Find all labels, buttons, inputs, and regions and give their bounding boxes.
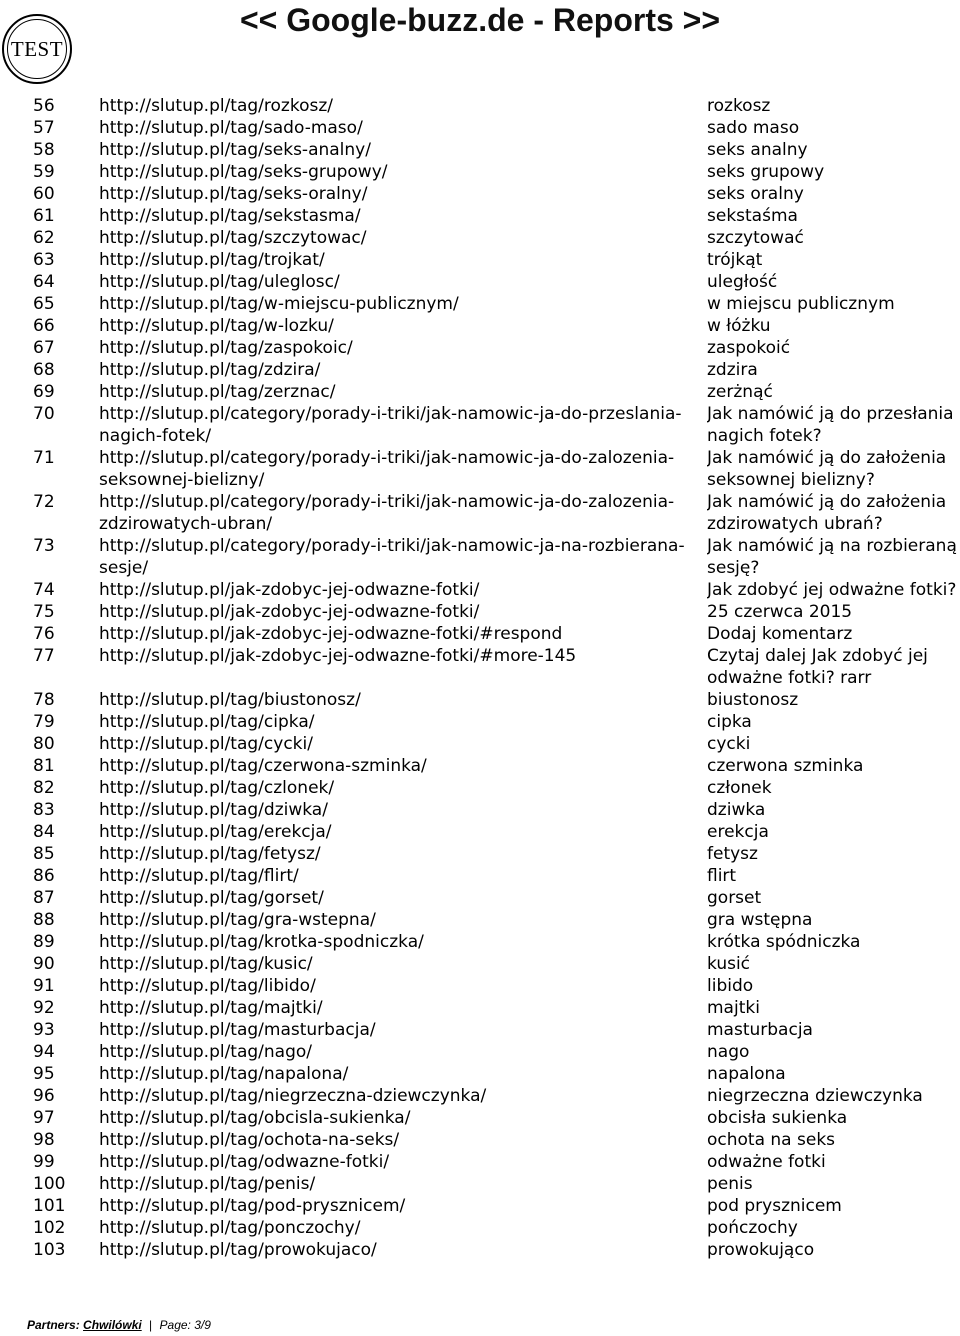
row-number: 103 bbox=[33, 1240, 66, 1260]
page-header bbox=[0, 0, 960, 90]
row-url: http://slutup.pl/tag/czlonek/ bbox=[99, 778, 335, 798]
report-row bbox=[0, 711, 960, 733]
row-label: cipka bbox=[707, 712, 752, 732]
report-row bbox=[0, 821, 960, 843]
report-row bbox=[0, 975, 960, 997]
row-label: seks analny bbox=[707, 140, 808, 160]
report-row bbox=[0, 865, 960, 887]
report-row bbox=[0, 843, 960, 865]
row-url: http://slutup.pl/tag/seks-oralny/ bbox=[99, 184, 368, 204]
row-url: http://slutup.pl/tag/ponczochy/ bbox=[99, 1218, 361, 1238]
partners-label: Partners: bbox=[27, 1318, 80, 1332]
row-number: 76 bbox=[33, 624, 55, 644]
row-label: zdzira bbox=[707, 360, 758, 380]
row-number: 99 bbox=[33, 1152, 55, 1172]
row-url: http://slutup.pl/tag/erekcja/ bbox=[99, 822, 332, 842]
report-row bbox=[0, 1151, 960, 1173]
page-footer bbox=[27, 1318, 211, 1332]
row-number: 98 bbox=[33, 1130, 55, 1150]
row-label: sekstaśma bbox=[707, 206, 798, 226]
row-number: 97 bbox=[33, 1108, 55, 1128]
row-number: 79 bbox=[33, 712, 55, 732]
row-label: cycki bbox=[707, 734, 751, 754]
row-label: Jak namówić ją do założenia zdzirowatych ubrań? bbox=[707, 492, 947, 534]
page-number: Page: 3/9 bbox=[159, 1318, 211, 1332]
row-label: fetysz bbox=[707, 844, 758, 864]
row-number: 102 bbox=[33, 1218, 66, 1238]
row-number: 67 bbox=[33, 338, 55, 358]
row-number: 69 bbox=[33, 382, 55, 402]
row-number: 85 bbox=[33, 844, 55, 864]
row-label: czerwona szminka bbox=[707, 756, 864, 776]
row-number: 68 bbox=[33, 360, 55, 380]
report-row bbox=[0, 1085, 960, 1107]
row-label: 25 czerwca 2015 bbox=[707, 602, 853, 622]
row-url: http://slutup.pl/category/porady-i-triki/jak-namowic-ja-do-zalozenia- zdzirowatych-ubran/ bbox=[99, 492, 675, 534]
row-number: 89 bbox=[33, 932, 55, 952]
row-number: 66 bbox=[33, 316, 55, 336]
row-label: dziwka bbox=[707, 800, 766, 820]
row-label: obcisła sukienka bbox=[707, 1108, 848, 1128]
row-url: http://slutup.pl/tag/ochota-na-seks/ bbox=[99, 1130, 400, 1150]
report-list bbox=[0, 95, 960, 1261]
row-label: kusić bbox=[707, 954, 751, 974]
row-url: http://slutup.pl/tag/prowokujaco/ bbox=[99, 1240, 377, 1260]
row-number: 62 bbox=[33, 228, 55, 248]
row-number: 56 bbox=[33, 96, 55, 116]
row-url: http://slutup.pl/tag/zdzira/ bbox=[99, 360, 321, 380]
report-row bbox=[0, 777, 960, 799]
row-label: Czytaj dalej Jak zdobyć jej odważne fotki? rarr bbox=[707, 646, 928, 688]
row-label: erekcja bbox=[707, 822, 769, 842]
row-number: 75 bbox=[33, 602, 55, 622]
row-url: http://slutup.pl/jak-zdobyc-jej-odwazne-fotki/ bbox=[99, 602, 480, 622]
report-row bbox=[0, 183, 960, 205]
row-label: Jak namówić ją do założenia seksownej bielizny? bbox=[707, 448, 947, 490]
row-label: libido bbox=[707, 976, 754, 996]
row-number: 73 bbox=[33, 536, 55, 556]
partners-link[interactable]: Chwilówki bbox=[83, 1318, 142, 1332]
row-url: http://slutup.pl/tag/w-miejscu-publicznym/ bbox=[99, 294, 459, 314]
row-url: http://slutup.pl/tag/fetysz/ bbox=[99, 844, 321, 864]
report-row bbox=[0, 249, 960, 271]
row-url: http://slutup.pl/tag/czerwona-szminka/ bbox=[99, 756, 427, 776]
row-number: 81 bbox=[33, 756, 55, 776]
row-label: ochota na seks bbox=[707, 1130, 836, 1150]
report-row bbox=[0, 931, 960, 953]
row-label: krótka spódniczka bbox=[707, 932, 861, 952]
row-label: biustonosz bbox=[707, 690, 799, 710]
row-url: http://slutup.pl/tag/zerznac/ bbox=[99, 382, 336, 402]
row-number: 64 bbox=[33, 272, 55, 292]
row-url: http://slutup.pl/tag/seks-grupowy/ bbox=[99, 162, 388, 182]
row-label: flirt bbox=[707, 866, 737, 886]
row-url: http://slutup.pl/tag/flirt/ bbox=[99, 866, 299, 886]
row-number: 61 bbox=[33, 206, 55, 226]
report-row bbox=[0, 271, 960, 293]
row-url: http://slutup.pl/tag/nago/ bbox=[99, 1042, 313, 1062]
row-label: seks grupowy bbox=[707, 162, 825, 182]
row-url: http://slutup.pl/tag/penis/ bbox=[99, 1174, 316, 1194]
report-row bbox=[0, 139, 960, 161]
row-number: 96 bbox=[33, 1086, 55, 1106]
row-label: pończochy bbox=[707, 1218, 798, 1238]
row-number: 93 bbox=[33, 1020, 55, 1040]
report-row bbox=[0, 953, 960, 975]
report-row bbox=[0, 1107, 960, 1129]
row-number: 70 bbox=[33, 404, 55, 424]
row-number: 84 bbox=[33, 822, 55, 842]
row-url: http://slutup.pl/tag/dziwka/ bbox=[99, 800, 328, 820]
row-label: trójkąt bbox=[707, 250, 763, 270]
row-number: 94 bbox=[33, 1042, 55, 1062]
row-number: 71 bbox=[33, 448, 55, 468]
row-label: gra wstępna bbox=[707, 910, 813, 930]
row-label: niegrzeczna dziewczynka bbox=[707, 1086, 923, 1106]
row-label: masturbacja bbox=[707, 1020, 813, 1040]
row-label: gorset bbox=[707, 888, 762, 908]
row-number: 80 bbox=[33, 734, 55, 754]
report-row bbox=[0, 227, 960, 249]
report-row bbox=[0, 1239, 960, 1261]
row-number: 72 bbox=[33, 492, 55, 512]
row-url: http://slutup.pl/tag/niegrzeczna-dziewczynka/ bbox=[99, 1086, 487, 1106]
row-url: http://slutup.pl/tag/cipka/ bbox=[99, 712, 315, 732]
row-url: http://slutup.pl/tag/szczytowac/ bbox=[99, 228, 367, 248]
report-row bbox=[0, 1195, 960, 1217]
row-label: majtki bbox=[707, 998, 760, 1018]
row-url: http://slutup.pl/tag/cycki/ bbox=[99, 734, 313, 754]
row-url: http://slutup.pl/tag/krotka-spodniczka/ bbox=[99, 932, 424, 952]
row-label: pod prysznicem bbox=[707, 1196, 842, 1216]
row-url: http://slutup.pl/tag/biustonosz/ bbox=[99, 690, 361, 710]
report-row bbox=[0, 1173, 960, 1195]
report-row bbox=[0, 601, 960, 623]
row-label: seks oralny bbox=[707, 184, 804, 204]
row-label: Dodaj komentarz bbox=[707, 624, 853, 644]
report-row bbox=[0, 95, 960, 117]
row-url: http://slutup.pl/tag/rozkosz/ bbox=[99, 96, 333, 116]
report-row bbox=[0, 161, 960, 183]
report-row bbox=[0, 403, 960, 447]
row-number: 91 bbox=[33, 976, 55, 996]
report-row bbox=[0, 623, 960, 645]
row-url: http://slutup.pl/jak-zdobyc-jej-odwazne-fotki/#respond bbox=[99, 624, 563, 644]
report-row bbox=[0, 645, 960, 689]
row-number: 60 bbox=[33, 184, 55, 204]
report-row bbox=[0, 997, 960, 1019]
row-label: w miejscu publicznym bbox=[707, 294, 895, 314]
row-url: http://slutup.pl/tag/kusic/ bbox=[99, 954, 313, 974]
row-url: http://slutup.pl/tag/napalona/ bbox=[99, 1064, 349, 1084]
row-label: napalona bbox=[707, 1064, 786, 1084]
page-title: << Google-buzz.de - Reports >> bbox=[239, 2, 721, 38]
row-number: 57 bbox=[33, 118, 55, 138]
row-label: Jak namówić ją na rozbieraną sesję? bbox=[707, 536, 957, 578]
row-label: zaspokoić bbox=[707, 338, 791, 358]
row-label: penis bbox=[707, 1174, 753, 1194]
report-row bbox=[0, 381, 960, 403]
row-url: http://slutup.pl/tag/sekstasma/ bbox=[99, 206, 361, 226]
report-row bbox=[0, 1041, 960, 1063]
report-row bbox=[0, 799, 960, 821]
report-row bbox=[0, 491, 960, 535]
row-label: prowokująco bbox=[707, 1240, 815, 1260]
test-stamp-text: TEST bbox=[7, 19, 67, 79]
row-number: 88 bbox=[33, 910, 55, 930]
row-number: 83 bbox=[33, 800, 55, 820]
report-row bbox=[0, 535, 960, 579]
row-label: sado maso bbox=[707, 118, 800, 138]
row-url: http://slutup.pl/tag/odwazne-fotki/ bbox=[99, 1152, 390, 1172]
report-row bbox=[0, 293, 960, 315]
row-url: http://slutup.pl/tag/trojkat/ bbox=[99, 250, 325, 270]
report-row bbox=[0, 315, 960, 337]
row-number: 87 bbox=[33, 888, 55, 908]
report-row bbox=[0, 1019, 960, 1041]
row-url: http://slutup.pl/tag/gra-wstepna/ bbox=[99, 910, 376, 930]
row-label: nago bbox=[707, 1042, 750, 1062]
row-url: http://slutup.pl/category/porady-i-triki/jak-namowic-ja-do-przeslania- nagich-fotek/ bbox=[99, 404, 682, 446]
row-label: w łóżku bbox=[707, 316, 771, 336]
report-row bbox=[0, 1129, 960, 1151]
report-row bbox=[0, 337, 960, 359]
row-label: odważne fotki bbox=[707, 1152, 826, 1172]
report-row bbox=[0, 579, 960, 601]
report-row bbox=[0, 359, 960, 381]
report-row bbox=[0, 689, 960, 711]
row-url: http://slutup.pl/jak-zdobyc-jej-odwazne-fotki/ bbox=[99, 580, 480, 600]
row-label: zerżnąć bbox=[707, 382, 773, 402]
row-url: http://slutup.pl/tag/sado-maso/ bbox=[99, 118, 363, 138]
footer-separator: | bbox=[149, 1318, 153, 1332]
row-url: http://slutup.pl/tag/zaspokoic/ bbox=[99, 338, 353, 358]
row-label: Jak zdobyć jej odważne fotki? bbox=[707, 580, 957, 600]
report-row bbox=[0, 447, 960, 491]
row-url: http://slutup.pl/tag/seks-analny/ bbox=[99, 140, 371, 160]
row-url: http://slutup.pl/tag/uleglosc/ bbox=[99, 272, 340, 292]
report-row bbox=[0, 887, 960, 909]
row-label: rozkosz bbox=[707, 96, 771, 116]
report-row bbox=[0, 755, 960, 777]
row-label: uległość bbox=[707, 272, 778, 292]
row-url: http://slutup.pl/tag/pod-prysznicem/ bbox=[99, 1196, 406, 1216]
row-label: szczytować bbox=[707, 228, 804, 248]
row-url: http://slutup.pl/tag/w-lozku/ bbox=[99, 316, 334, 336]
row-number: 82 bbox=[33, 778, 55, 798]
row-number: 58 bbox=[33, 140, 55, 160]
row-number: 77 bbox=[33, 646, 55, 666]
row-number: 90 bbox=[33, 954, 55, 974]
row-label: Jak namówić ją do przesłania nagich fotek? bbox=[707, 404, 954, 446]
report-row bbox=[0, 205, 960, 227]
row-url: http://slutup.pl/tag/libido/ bbox=[99, 976, 316, 996]
row-url: http://slutup.pl/tag/gorset/ bbox=[99, 888, 324, 908]
report-row bbox=[0, 117, 960, 139]
row-number: 95 bbox=[33, 1064, 55, 1084]
row-number: 92 bbox=[33, 998, 55, 1018]
report-row bbox=[0, 909, 960, 931]
report-row bbox=[0, 1063, 960, 1085]
row-number: 100 bbox=[33, 1174, 66, 1194]
row-number: 101 bbox=[33, 1196, 66, 1216]
row-number: 86 bbox=[33, 866, 55, 886]
report-row bbox=[0, 733, 960, 755]
row-number: 65 bbox=[33, 294, 55, 314]
report-row bbox=[0, 1217, 960, 1239]
row-url: http://slutup.pl/tag/majtki/ bbox=[99, 998, 323, 1018]
row-label: członek bbox=[707, 778, 772, 798]
row-url: http://slutup.pl/tag/masturbacja/ bbox=[99, 1020, 376, 1040]
row-number: 74 bbox=[33, 580, 55, 600]
row-url: http://slutup.pl/category/porady-i-triki/jak-namowic-ja-na-rozbierana- sesje/ bbox=[99, 536, 685, 578]
row-number: 78 bbox=[33, 690, 55, 710]
row-url: http://slutup.pl/category/porady-i-triki/jak-namowic-ja-do-zalozenia- seksownej-bielizny/ bbox=[99, 448, 675, 490]
row-url: http://slutup.pl/tag/obcisla-sukienka/ bbox=[99, 1108, 411, 1128]
row-url: http://slutup.pl/jak-zdobyc-jej-odwazne-fotki/#more-145 bbox=[99, 646, 577, 666]
row-number: 63 bbox=[33, 250, 55, 270]
row-number: 59 bbox=[33, 162, 55, 182]
